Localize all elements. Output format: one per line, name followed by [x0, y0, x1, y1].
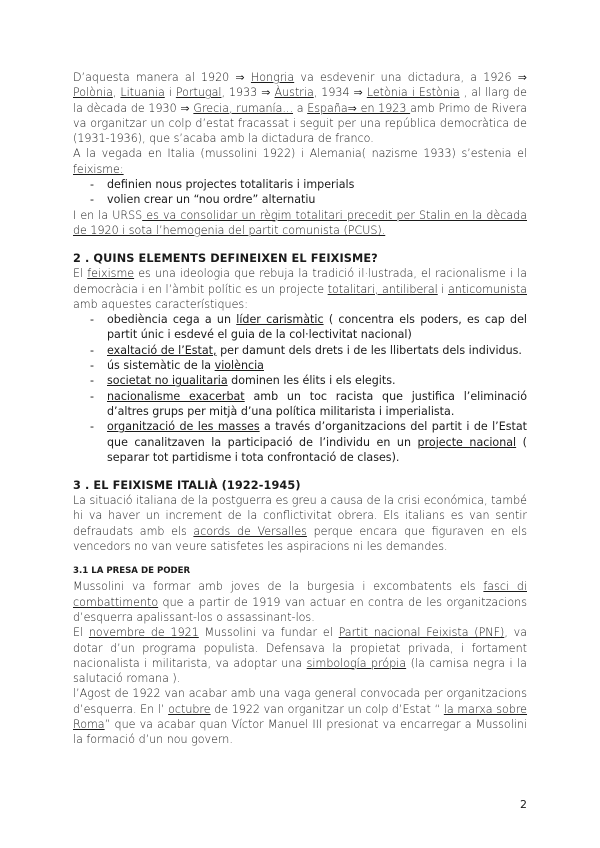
underlined-text: simbología própia — [306, 656, 407, 670]
underlined-text: feixisme — [87, 267, 135, 281]
underlined-text: es va consolidar un règim totalitari precedit per Stalin en la dècada de 1920 i sota l’hemogenia del partit comunista (PCUS). — [73, 208, 527, 237]
text-segment: i — [164, 86, 176, 100]
text-segment: de 1922 van organitzar un colp d’Estat “ — [210, 702, 444, 716]
list-item — [73, 389, 527, 420]
text-segment: , 1934 ⇒ — [313, 86, 367, 100]
text-segment: , 1933 ⇒ — [221, 86, 275, 100]
list-item — [73, 312, 527, 343]
text-segment: A la vegada en Italia (mussolini 1922) i Alemania( nazisme 1933) s’estenia el — [73, 147, 527, 161]
text-segment: Mussolini va fundar el — [198, 626, 339, 640]
underlined-text: projecte nacional — [417, 435, 517, 449]
intro-paragraph-2 — [73, 146, 527, 177]
list-item — [73, 373, 527, 388]
text-segment: ( concentra els poders, es cap del partit únic i esdevé el guia de la col·lectivitat nacional) — [107, 313, 528, 342]
text-segment: amb un toc racista que justifica l’eliminació d’altres grups per mitjà d’una política militarista i imperialista. — [107, 389, 527, 418]
text-segment: amb Primo de Rivera va organitzar un colp d’estat fracassat i seguit per una república democràtica de (1931-1936), que s’acaba amb la dictadura de franco. — [73, 101, 527, 146]
text-segment: per damunt dels drets i de les llibertats dels individus. — [216, 343, 522, 357]
section-3-1-paragraph-2 — [73, 625, 527, 686]
section-3-heading: 3 . EL FEIXISME ITALIÀ (1922-1945) — [73, 479, 301, 493]
section-3-paragraph: La situació italiana de la postguerra es greu a causa de la crisi económica, també hi va haver un increment de la conflictivitat obrera. Els italians es van sentir defraudats amb els acords de Versalles perque encara que figuraven en els vencedors no van veure satisfetes les aspiracions ni les demandes. — [73, 494, 527, 554]
intro-list — [73, 177, 527, 208]
list-item — [73, 358, 527, 373]
underlined-text: Hongria — [250, 71, 295, 84]
list-item: - volien crear un “nou ordre” alternatiu — [73, 192, 527, 207]
underlined-text: la marxa sobre Roma — [73, 702, 528, 731]
text-segment: I en la URSS — [73, 208, 143, 222]
underlined-text: Letònia i Estònia — [366, 86, 460, 100]
underlined-text: nacionalisme exacerbat — [107, 389, 245, 403]
underlined-text: fasci di combattimento — [73, 580, 527, 609]
text-segment: ( separar tot partidisme i tota confrontació de clases). — [107, 435, 527, 464]
text-segment: a — [293, 101, 308, 115]
underlined-text: violència — [214, 359, 264, 373]
list-item — [73, 419, 527, 465]
underlined-text: Lituania — [120, 86, 165, 100]
list-item: - definien nous projectes totalitaris i imperials — [73, 177, 527, 192]
underlined-text: Portugal — [175, 86, 222, 100]
section-2-heading: 2 . QUINS ELEMENTS DEFINEIXEN EL FEIXISME? — [73, 252, 378, 266]
underlined-text: Partit nacional Feixista (PNF) — [338, 626, 505, 640]
underlined-text: Grecia, rumanía... — [193, 101, 293, 115]
text-segment: , al llarg de la dècada de 1930 ⇒ — [73, 86, 527, 115]
section-2-paragraph — [73, 266, 527, 312]
section-3-1-paragraph — [73, 579, 527, 625]
text-segment: D’aquesta manera al 1920 ⇒ — [73, 71, 251, 84]
text-segment: ús sistemàtic de la — [107, 359, 215, 373]
text-segment: dominen les élits i els elegits. — [227, 374, 396, 388]
page-number: 2 — [520, 798, 527, 811]
underlined-text: octubre — [168, 702, 211, 716]
underlined-text: feixisme: — [73, 162, 124, 176]
underlined-text: España⇒ en 1923 — [307, 101, 411, 115]
underlined-text: anticomunista — [447, 282, 527, 296]
text-segment: va esdevenir una dictadura, a 1926 ⇒ — [294, 71, 527, 84]
text-segment: ” que va acabar quan Víctor Manuel III presionat va encarregar a Mussolini la formació d’un nou govern. — [73, 717, 527, 747]
text-segment: es una ideologia que rebuja la tradició il·lustrada, el racionalisme i la democràcia i en l’àmbit polític es un projecte — [73, 267, 527, 296]
text-segment: (la camisa negra i la salutació romana ). — [73, 656, 527, 686]
intro-paragraph — [73, 70, 527, 146]
text-segment: El — [73, 267, 88, 281]
list-item — [73, 343, 527, 358]
page-content — [73, 70, 527, 748]
underlined-text: novembre de 1921 — [88, 626, 199, 640]
text-segment: a través d’organitzacions del partit i de l’Estat que canalitzaven la participació de l’individu en un — [107, 420, 527, 449]
text-segment: , va dotar d’un programa populista. Defensava la propietat privada, i fortament nacionalista i militarista, va adoptar una — [73, 626, 527, 670]
text-segment: , — [112, 86, 121, 100]
underlined-text: totalitari, antiliberal — [327, 282, 438, 296]
text-segment: Mussolini va formar amb joves de la burgesia i excombatents els — [73, 580, 484, 594]
text-segment: que a partir de 1919 van actuar en contra de les organitzacions d’esquerra apalissant-los o assassinant-los. — [73, 595, 527, 624]
underlined-text: organització de les masses — [107, 420, 260, 434]
subsection-heading: 3.1 LA PRESA DE PODER — [73, 566, 191, 577]
section-2-list — [73, 312, 527, 465]
underlined-text: Àustria — [274, 86, 314, 100]
underlined-text: exaltació de l’Estat, — [107, 343, 217, 357]
text-segment: l’Agost de 1922 van acabar amb una vaga general convocada per organitzacions d’esquerra. En l’ — [73, 687, 527, 716]
intro-paragraph-3 — [73, 208, 527, 239]
text-segment: obediència cega a un — [107, 313, 237, 327]
text-segment: El — [73, 626, 89, 640]
underlined-text: Polònia — [73, 86, 113, 100]
underlined-text: societat no igualitaria — [107, 374, 228, 388]
section-3-1-paragraph-3 — [73, 686, 527, 747]
text-segment: amb aquestes característiques: — [73, 297, 248, 311]
underlined-text: líder carismàtic — [236, 313, 324, 327]
text-segment: i — [437, 282, 448, 296]
